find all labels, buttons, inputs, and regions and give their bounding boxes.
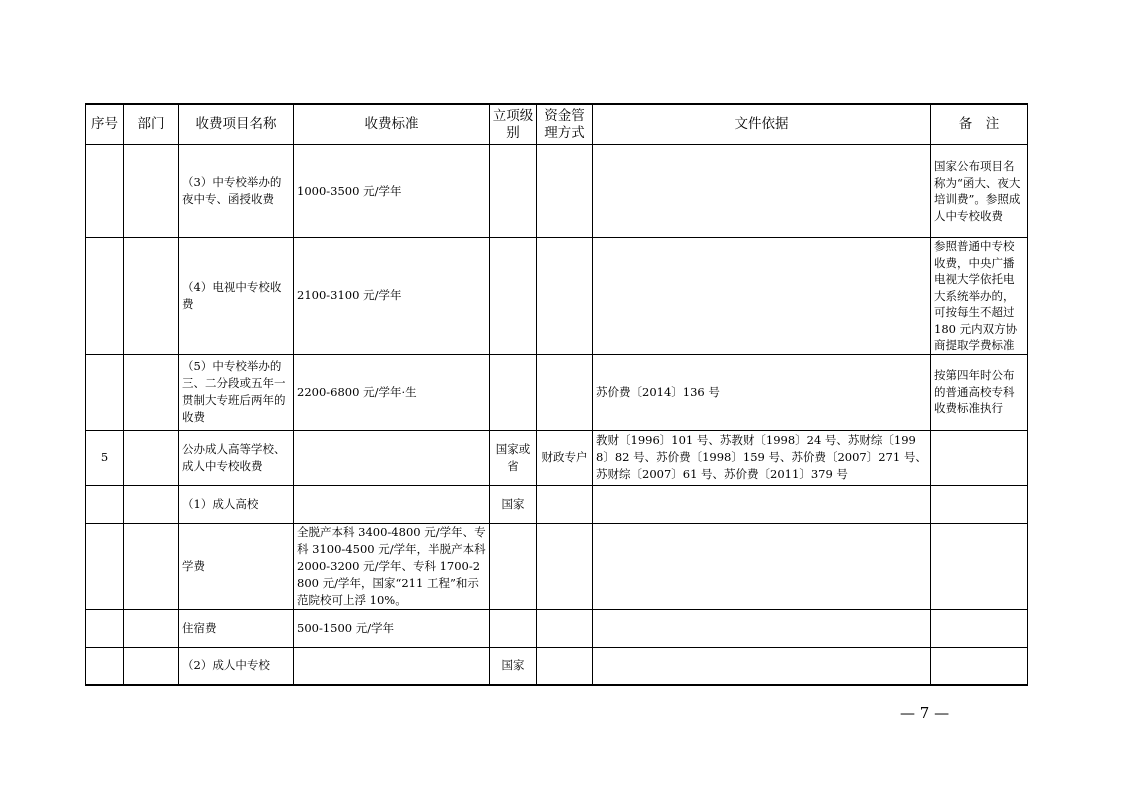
cell-fee-standard: [294, 485, 490, 523]
header-seq: 序号: [86, 104, 124, 145]
cell-item-name: （2）成人中专校: [179, 647, 294, 685]
cell-fee-standard: 2200-6800 元/学年·生: [294, 354, 490, 430]
cell-seq: [86, 523, 124, 609]
cell-level: 国家: [490, 647, 537, 685]
header-fund-management: 资金管理方式: [537, 104, 593, 145]
cell-seq: [86, 647, 124, 685]
page-number: — 7 —: [900, 704, 950, 722]
cell-fund: [537, 145, 593, 238]
fee-table: [85, 103, 1028, 686]
header-level: 立项级别: [490, 104, 537, 145]
cell-remarks: [931, 430, 1028, 485]
header-fee-standard: 收费标准: [294, 104, 490, 145]
header-dept: 部门: [124, 104, 179, 145]
cell-remarks: [931, 647, 1028, 685]
cell-item-name: 学费: [179, 523, 294, 609]
table-row: [86, 647, 1028, 685]
cell-basis: [593, 523, 931, 609]
cell-seq: [86, 609, 124, 647]
cell-level: 国家或省: [490, 430, 537, 485]
header-document-basis: 文件依据: [593, 104, 931, 145]
table-row: [86, 430, 1028, 485]
table-row: [86, 238, 1028, 355]
cell-remarks: [931, 485, 1028, 523]
cell-fee-standard: 2100-3100 元/学年: [294, 238, 490, 355]
cell-seq: [86, 354, 124, 430]
cell-level: [490, 354, 537, 430]
header-item-name: 收费项目名称: [179, 104, 294, 145]
cell-dept: [124, 145, 179, 238]
cell-seq: [86, 145, 124, 238]
cell-dept: [124, 523, 179, 609]
cell-fund: [537, 647, 593, 685]
cell-dept: [124, 609, 179, 647]
cell-fund: [537, 354, 593, 430]
cell-basis: 苏价费〔2014〕136 号: [593, 354, 931, 430]
cell-basis: [593, 647, 931, 685]
cell-basis: [593, 485, 931, 523]
table-row: [86, 354, 1028, 430]
cell-level: [490, 609, 537, 647]
cell-basis: [593, 238, 931, 355]
cell-fund: [537, 523, 593, 609]
cell-item-name: （1）成人高校: [179, 485, 294, 523]
cell-remarks: [931, 609, 1028, 647]
cell-dept: [124, 430, 179, 485]
table-row: [86, 609, 1028, 647]
cell-dept: [124, 354, 179, 430]
cell-level: [490, 523, 537, 609]
table-row: [86, 145, 1028, 238]
cell-fee-standard: [294, 647, 490, 685]
cell-level: [490, 238, 537, 355]
cell-basis: [593, 609, 931, 647]
cell-basis: 教财〔1996〕101 号、苏教财〔1998〕24 号、苏财综〔1998〕82 号、苏价费〔1998〕159 号、苏价费〔2007〕271 号、苏财综〔2007〕61 号、苏价费〔2011〕379 号: [593, 430, 931, 485]
cell-item-name: （5）中专校举办的三、二分段或五年一贯制大专班后两年的收费: [179, 354, 294, 430]
cell-seq: 5: [86, 430, 124, 485]
cell-fee-standard: 500-1500 元/学年: [294, 609, 490, 647]
cell-remarks: 国家公布项目名称为“函大、夜大培训费”。参照成人中专校收费: [931, 145, 1028, 238]
cell-remarks: 参照普通中专校收费，中央广播电视大学依托电大系统举办的，可按每生不超过 180 元内双方协商提取学费标准: [931, 238, 1028, 355]
cell-fund: [537, 238, 593, 355]
cell-fee-standard: [294, 430, 490, 485]
table-row: [86, 523, 1028, 609]
cell-level: 国家: [490, 485, 537, 523]
cell-item-name: 公办成人高等学校、成人中专校收费: [179, 430, 294, 485]
cell-level: [490, 145, 537, 238]
table-header-row: [86, 104, 1028, 145]
table-row: [86, 485, 1028, 523]
cell-fund: [537, 609, 593, 647]
cell-dept: [124, 485, 179, 523]
cell-dept: [124, 238, 179, 355]
cell-remarks: 按第四年时公布的普通高校专科收费标准执行: [931, 354, 1028, 430]
cell-seq: [86, 485, 124, 523]
header-remarks: 备 注: [931, 104, 1028, 145]
cell-fund: [537, 485, 593, 523]
cell-item-name: 住宿费: [179, 609, 294, 647]
cell-basis: [593, 145, 931, 238]
cell-seq: [86, 238, 124, 355]
cell-fee-standard: 1000-3500 元/学年: [294, 145, 490, 238]
cell-item-name: （4）电视中专校收费: [179, 238, 294, 355]
cell-fee-standard: 全脱产本科 3400-4800 元/学年、专科 3100-4500 元/学年，半脱产本科 2000-3200 元/学年、专科 1700-2800 元/学年，国家“211 工程”和示范院校可上浮 10%。: [294, 523, 490, 609]
cell-remarks: [931, 523, 1028, 609]
cell-fund: 财政专户: [537, 430, 593, 485]
cell-item-name: （3）中专校举办的夜中专、函授收费: [179, 145, 294, 238]
cell-dept: [124, 647, 179, 685]
